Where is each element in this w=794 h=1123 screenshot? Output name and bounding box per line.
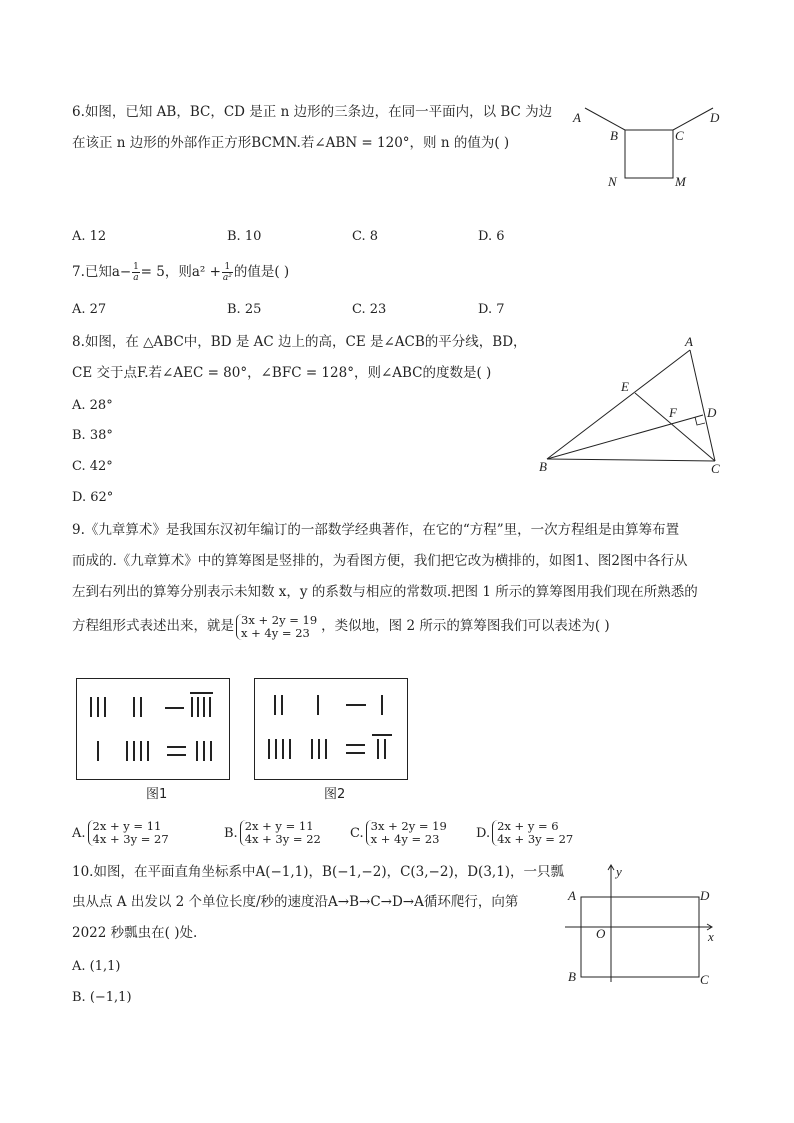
q9-option-b-system (240, 820, 323, 846)
q9-line4 (72, 614, 610, 640)
q9-option-d-system (492, 820, 575, 846)
q10-option-b[interactable]: B. (−1,1) (72, 990, 132, 1005)
q8-option-c[interactable]: C. 42° (72, 459, 113, 474)
q7-prefix: 7.已知a− (72, 263, 132, 280)
q10-line1: 10.如图，在平面直角坐标系中A(−1,1)，B(−1,−2)，C(3,−2)，D(3,1)，一只瓢 (72, 864, 565, 880)
q9-option-a-eq1: 2x + y = 11 (92, 819, 162, 833)
q7-fraction-1 (132, 262, 139, 283)
q9-option-a[interactable] (72, 820, 173, 846)
q9-option-c-eq1: 3x + 2y = 19 (370, 819, 447, 833)
q7-option-c[interactable]: C. 23 (352, 302, 387, 317)
rods-row-2 (98, 741, 211, 761)
q9-example-eq1: 3x + 2y = 19 (241, 613, 318, 627)
q9-option-d-letter: D. (476, 825, 491, 841)
q8-option-b[interactable]: B. 38° (72, 428, 113, 443)
label-x: x (708, 929, 714, 944)
q9-option-b-eq1: 2x + y = 11 (244, 819, 314, 833)
rods-row-1 (91, 693, 213, 717)
q10-line2: 虫从点 A 出发以 2 个单位长度/秒的速度沿A→B→C→D→A循环爬行，向第 (72, 894, 519, 910)
q10-coordinate-figure (560, 860, 725, 990)
fig1-caption: 图1 (146, 787, 168, 802)
q9-option-c-eq2: x + 4y = 23 (370, 832, 440, 846)
q9-option-c-system (366, 820, 449, 846)
label-b: B (539, 459, 547, 474)
rods-row-1 (275, 695, 382, 715)
q9-option-a-letter: A. (72, 825, 86, 841)
q7-option-a[interactable]: A. 27 (72, 302, 107, 317)
q7-option-d[interactable]: D. 7 (478, 302, 505, 317)
label-e: E (621, 379, 629, 394)
q7-mid: = 5，则a² + (140, 263, 221, 280)
q7-frac1-num: 1 (133, 262, 139, 272)
q6-line2: 在该正 n 边形的外部作正方形BCMN.若∠ABN = 120°，则 n 的值为( ) (72, 135, 510, 151)
right-angle-mark (695, 417, 705, 425)
label-a: A (573, 110, 581, 125)
q9-line2: 而成的.《九章算术》中的算筹图是竖排的，为看图方便，我们把它改为横排的，如图1、图2图中各行从 (72, 553, 688, 569)
q8-option-d[interactable]: D. 62° (72, 490, 114, 505)
segment-ab (585, 108, 625, 130)
q6-line1: 6.如图，已知 AB，BC，CD 是正 n 边形的三条边，在同一平面内，以 BC 为边 (72, 104, 553, 120)
q8-option-a[interactable]: A. 28° (72, 398, 113, 413)
q9-line4-suffix: ，类似地，图 2 所示的算筹图我们可以表述为( ) (321, 618, 610, 635)
q9-option-c-letter: C. (350, 825, 364, 841)
q6-option-b[interactable]: B. 10 (227, 229, 262, 244)
q7-frac2-num: 1 (224, 262, 231, 272)
q9-option-c[interactable] (350, 820, 451, 846)
label-a: A (568, 888, 576, 903)
label-c: C (711, 461, 720, 476)
label-f: F (669, 405, 677, 420)
label-d: D (707, 405, 717, 420)
label-a: A (685, 334, 693, 349)
square-bcmn (625, 130, 673, 178)
label-n: N (608, 174, 617, 189)
q9-option-d-eq1: 2x + y = 6 (497, 819, 559, 833)
q9-option-d[interactable] (476, 820, 577, 846)
q10-line3: 2022 秒瓢虫在( )处. (72, 925, 198, 941)
label-m: M (675, 174, 686, 189)
label-y: y (616, 864, 622, 879)
label-d: D (700, 888, 710, 903)
segment-ce (635, 393, 715, 461)
label-b: B (610, 128, 618, 143)
segment-bd (547, 415, 703, 459)
q7-suffix: 的值是( ) (233, 263, 290, 280)
q7-frac1-den: a (133, 273, 139, 283)
q8-line1: 8.如图，在 △ABC中，BD 是 AC 边上的高，CE 是∠ACB的平分线，BD， (72, 334, 527, 350)
segment-bc (547, 459, 715, 461)
q8-figure (535, 333, 730, 478)
q9-option-a-system (88, 820, 171, 846)
label-b: B (568, 969, 576, 984)
q7-line (72, 262, 289, 283)
q9-option-b-letter: B. (224, 825, 238, 841)
q9-line3: 左到右列出的算筹分别表示未知数 x，y 的系数与相应的常数项.把图 1 所示的算筹图用我们现在所熟悉的 (72, 584, 698, 600)
fig2-caption: 图2 (324, 787, 346, 802)
q9-line1: 9.《九章算术》是我国东汉初年编订的一部数学经典著作，在它的“方程”里，一次方程组是由算筹布置 (72, 522, 680, 538)
label-d: D (710, 110, 720, 125)
q9-line4-prefix: 方程组形式表述出来，就是 (72, 618, 234, 635)
rods-row-2 (269, 735, 392, 759)
q7-option-b[interactable]: B. 25 (227, 302, 262, 317)
segment-cd (673, 108, 713, 130)
q6-option-a[interactable]: A. 12 (72, 229, 107, 244)
q9-option-b-eq2: 4x + 3y = 22 (244, 832, 321, 846)
q10-option-a[interactable]: A. (1,1) (72, 959, 121, 974)
label-c: C (700, 972, 709, 987)
label-c: C (675, 128, 684, 143)
q9-option-b[interactable] (224, 820, 325, 846)
q9-example-eq2: x + 4y = 23 (241, 626, 310, 640)
q9-option-a-eq2: 4x + 3y = 27 (92, 832, 169, 846)
q6-option-d[interactable]: D. 6 (478, 229, 505, 244)
q9-example-system (236, 614, 319, 640)
counting-rods-figure-2 (254, 678, 408, 780)
counting-rods-figure-1 (76, 678, 230, 780)
q6-figure (565, 100, 725, 195)
q7-fraction-2 (222, 262, 233, 283)
q8-line2: CE 交于点F.若∠AEC = 80°，∠BFC = 128°，则∠ABC的度数是( ) (72, 365, 492, 381)
label-o: O (596, 926, 606, 941)
q6-option-c[interactable]: C. 8 (352, 229, 379, 244)
q7-frac2-den: a² (222, 273, 232, 283)
q9-option-d-eq2: 4x + 3y = 27 (497, 832, 574, 846)
